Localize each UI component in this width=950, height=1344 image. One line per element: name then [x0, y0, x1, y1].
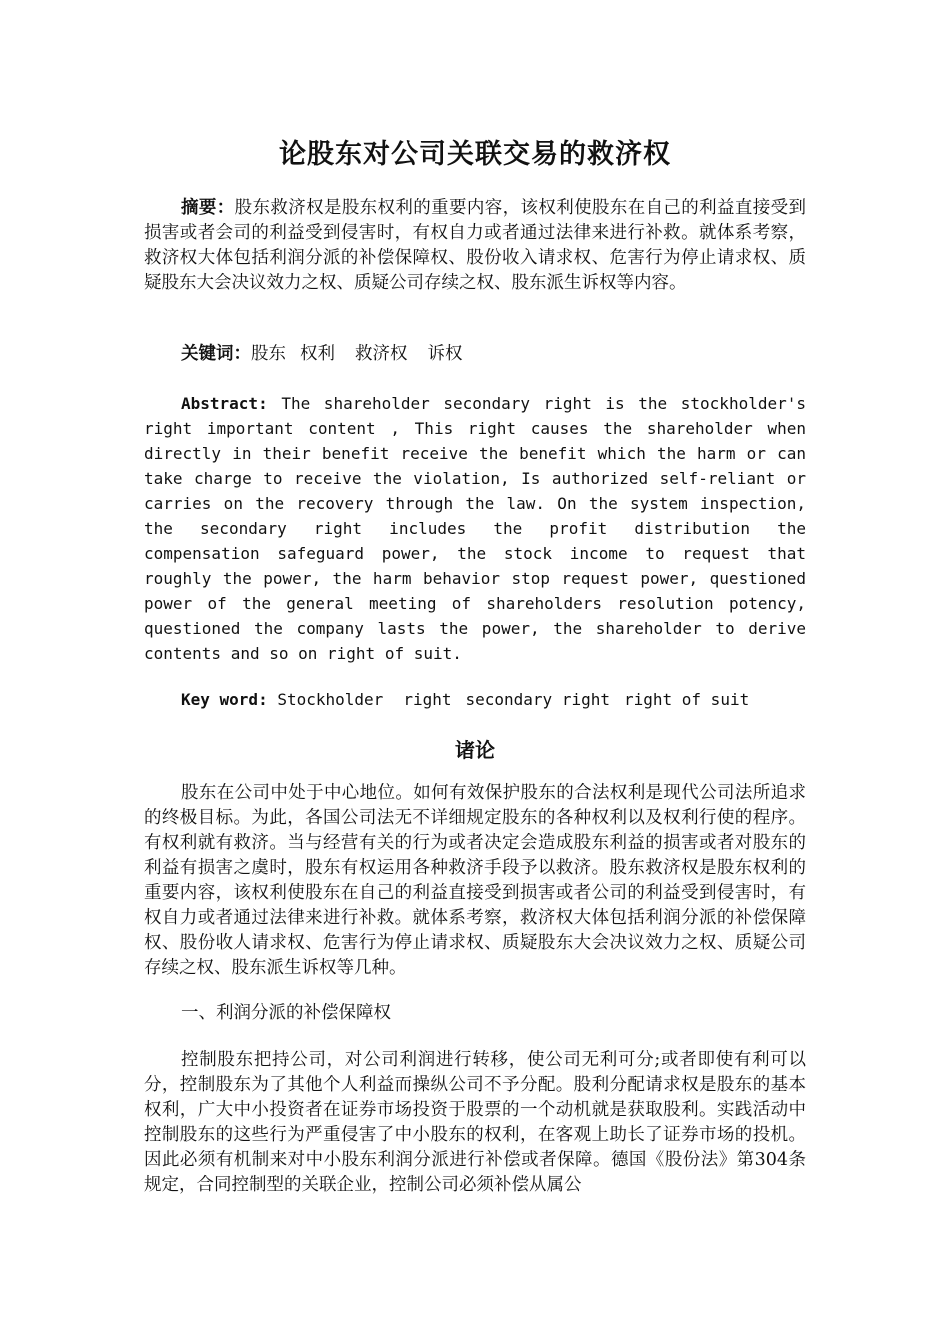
keywords-cn-label: 关键词：: [181, 344, 251, 364]
body-paragraph: 控制股东把持公司，对公司利润进行转移，使公司无利可分;或者即使有利可以分，控制股东为了其他个人利益而操纵公司不予分配。股利分配请求权是股东的基本权利，广大中小投资者在证券市场投资于股票的一个动机就是获取股利。实践活动中控制股东的这些行为严重侵害了中小股东的权利，在客观上助长了证券市场的投机。因此必须有机制来对中小股东利润分派进行补偿或者保障。德国《股份法》第304条规定，合同控制型的关联企业，控制公司必须补偿从属公: [144, 1050, 806, 1195]
intro-paragraph: 股东在公司中处于中心地位。如何有效保护股东的合法权利是现代公司法所追求的终极目标。为此，各国公司法无不详细规定股东的各种权利以及权利行使的程序。有权利就有救济。当与经营有关的行为或者决定会造成股东利益的损害或者对股东的利益有损害之虞时，股东有权运用各种救济手段予以救济。股东救济权是股东权利的重要内容，该权利使股东在自己的利益直接受到损害或者公司的利益受到侵害时，有权自力或者通过法律来进行补救。就体系考察，救济权大体包括利润分派的补偿保障权、股份收人请求权、危害行为停止请求权、质疑股东大会决议效力之权、质疑公司存续之权、股东派生诉权等几种。: [144, 783, 806, 978]
subheading-profit-distribution: 一、利润分派的补偿保障权: [181, 1003, 391, 1023]
abstract-en-text: The shareholder secondary right is the stockholder's right important content , This right causes the shareholder when directly in their benefit receive the benefit which the harm or can take charge to receive the violation, Is authorized self-reliant or carries on the recovery through the law. On the system inspection, the secondary right includes the profit distribution the compensation safeguard power, the stock income to request that roughly the power, the harm behavior stop request power, questioned power of the general meeting of shareholders resolution potency, questioned the company lasts the power, the shareholder to derive contents and so on right of suit.: [144, 394, 807, 663]
keyword-cn-item: 救济权: [355, 344, 408, 364]
keyword-en-item: right of suit: [623, 690, 750, 709]
abstract-cn-label: 摘要：: [181, 198, 235, 218]
keyword-en-item: right: [403, 690, 452, 709]
section-heading: 诸论: [455, 738, 495, 762]
keyword-en-item: secondary right: [465, 690, 610, 709]
abstract-cn: [144, 196, 806, 296]
keyword-cn-item: 权利: [300, 344, 335, 364]
abstract-en: [144, 391, 806, 666]
keyword-cn-item: 诉权: [427, 344, 463, 364]
keywords-en-label: Key word:: [181, 690, 268, 709]
keyword-en-item: Stockholder: [277, 690, 384, 709]
abstract-en-label: Abstract:: [181, 394, 268, 413]
document-title: 论股东对公司关联交易的救济权: [279, 139, 671, 170]
keywords-en: [144, 687, 806, 712]
abstract-cn-text: 股东救济权是股东权利的重要内容，该权利使股东在自己的利益直接受到损害或者会司的利益受到侵害时，有权自力或者通过法律来进行补救。就体系考察，救济权大体包括利润分派的补偿保障权、股份收入请求权、危害行为停止请求权、质疑股东大会决议效力之权、质疑公司存续之权、股东派生诉权等内容。: [144, 198, 807, 293]
keywords-cn: [144, 342, 806, 367]
keyword-cn-item: 股东: [251, 344, 286, 364]
